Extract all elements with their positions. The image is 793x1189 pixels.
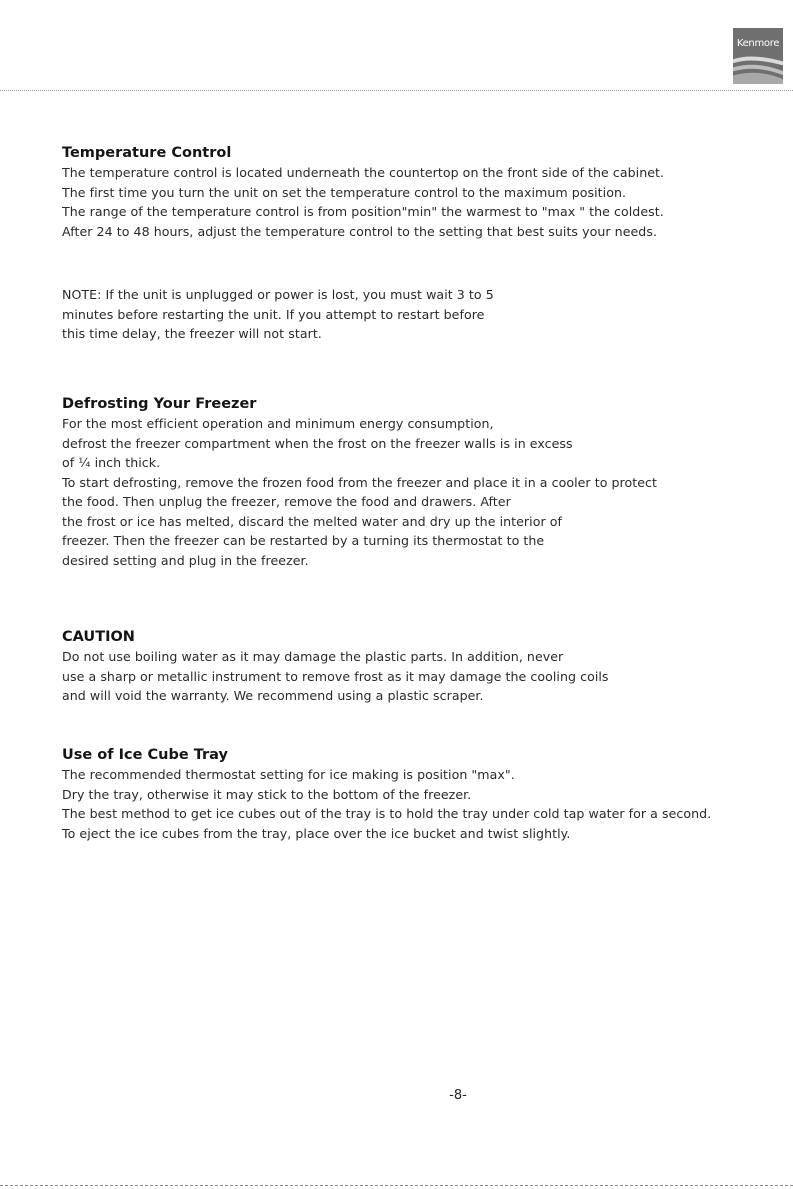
paragraph-line: The recommended thermostat setting for ice making is position "max". <box>62 767 515 782</box>
paragraph-line: NOTE: If the unit is unplugged or power is lost, you must wait 3 to 5 <box>62 287 494 302</box>
page-number: -8- <box>449 1088 467 1103</box>
section-ice-cube-tray <box>62 745 787 844</box>
paragraph-line: minutes before restarting the unit. If you attempt to restart before <box>62 306 485 322</box>
paragraph-line: the frost or ice has melted, discard the melted water and dry up the interior of <box>62 513 562 529</box>
paragraph-line: of ¼ inch thick. <box>62 455 161 470</box>
section-heading: CAUTION <box>62 629 135 645</box>
section-note <box>62 285 787 344</box>
section-heading: Defrosting Your Freezer <box>62 396 257 412</box>
paragraph-line: use a sharp or metallic instrument to remove frost as it may damage the cooling coils <box>62 668 609 684</box>
logo-swoosh-icon <box>733 50 783 84</box>
header-divider <box>0 90 793 91</box>
paragraph-line: Dry the tray, otherwise it may stick to the bottom of the freezer. <box>62 786 472 802</box>
paragraph-line: freezer. Then the freezer can be restarted by a turning its thermostat to the <box>62 533 545 548</box>
paragraph-line: Do not use boiling water as it may damage the plastic parts. In addition, never <box>62 649 564 664</box>
paragraph-line: To eject the ice cubes from the tray, place over the ice bucket and twist slightly. <box>62 826 571 842</box>
paragraph-line: and will void the warranty. We recommend using a plastic scraper. <box>62 688 484 704</box>
paragraph-line: defrost the freezer compartment when the frost on the freezer walls is in excess <box>62 435 573 451</box>
paragraph-line: After 24 to 48 hours, adjust the temperature control to the setting that best suits your needs. <box>62 224 658 240</box>
paragraph-line: this time delay, the freezer will not start. <box>62 326 322 342</box>
paragraph-line: The best method to get ice cubes out of the tray is to hold the tray under cold tap water for a second. <box>62 806 712 822</box>
paragraph-line: desired setting and plug in the freezer. <box>62 552 309 568</box>
paragraph-line: The first time you turn the unit on set the temperature control to the maximum position. <box>62 184 627 200</box>
paragraph-line: For the most efficient operation and minimum energy consumption, <box>62 416 494 431</box>
logo-text: Kenmore <box>736 38 780 49</box>
section-heading: Use of Ice Cube Tray <box>62 747 228 763</box>
section-defrosting <box>62 394 787 570</box>
footer-divider <box>0 1185 793 1186</box>
section-caution <box>62 627 787 706</box>
paragraph-line: To start defrosting, remove the frozen food from the freezer and place it in a cooler to protect <box>62 474 658 490</box>
section-temperature-control <box>62 143 787 242</box>
section-heading: Temperature Control <box>62 145 232 161</box>
paragraph-line: The temperature control is located underneath the countertop on the front side of the cabinet. <box>62 165 665 180</box>
paragraph-line: The range of the temperature control is from position"min" the warmest to "max " the coldest. <box>62 204 664 220</box>
paragraph-line: the food. Then unplug the freezer, remove the food and drawers. After <box>62 494 511 509</box>
kenmore-logo <box>733 28 783 84</box>
